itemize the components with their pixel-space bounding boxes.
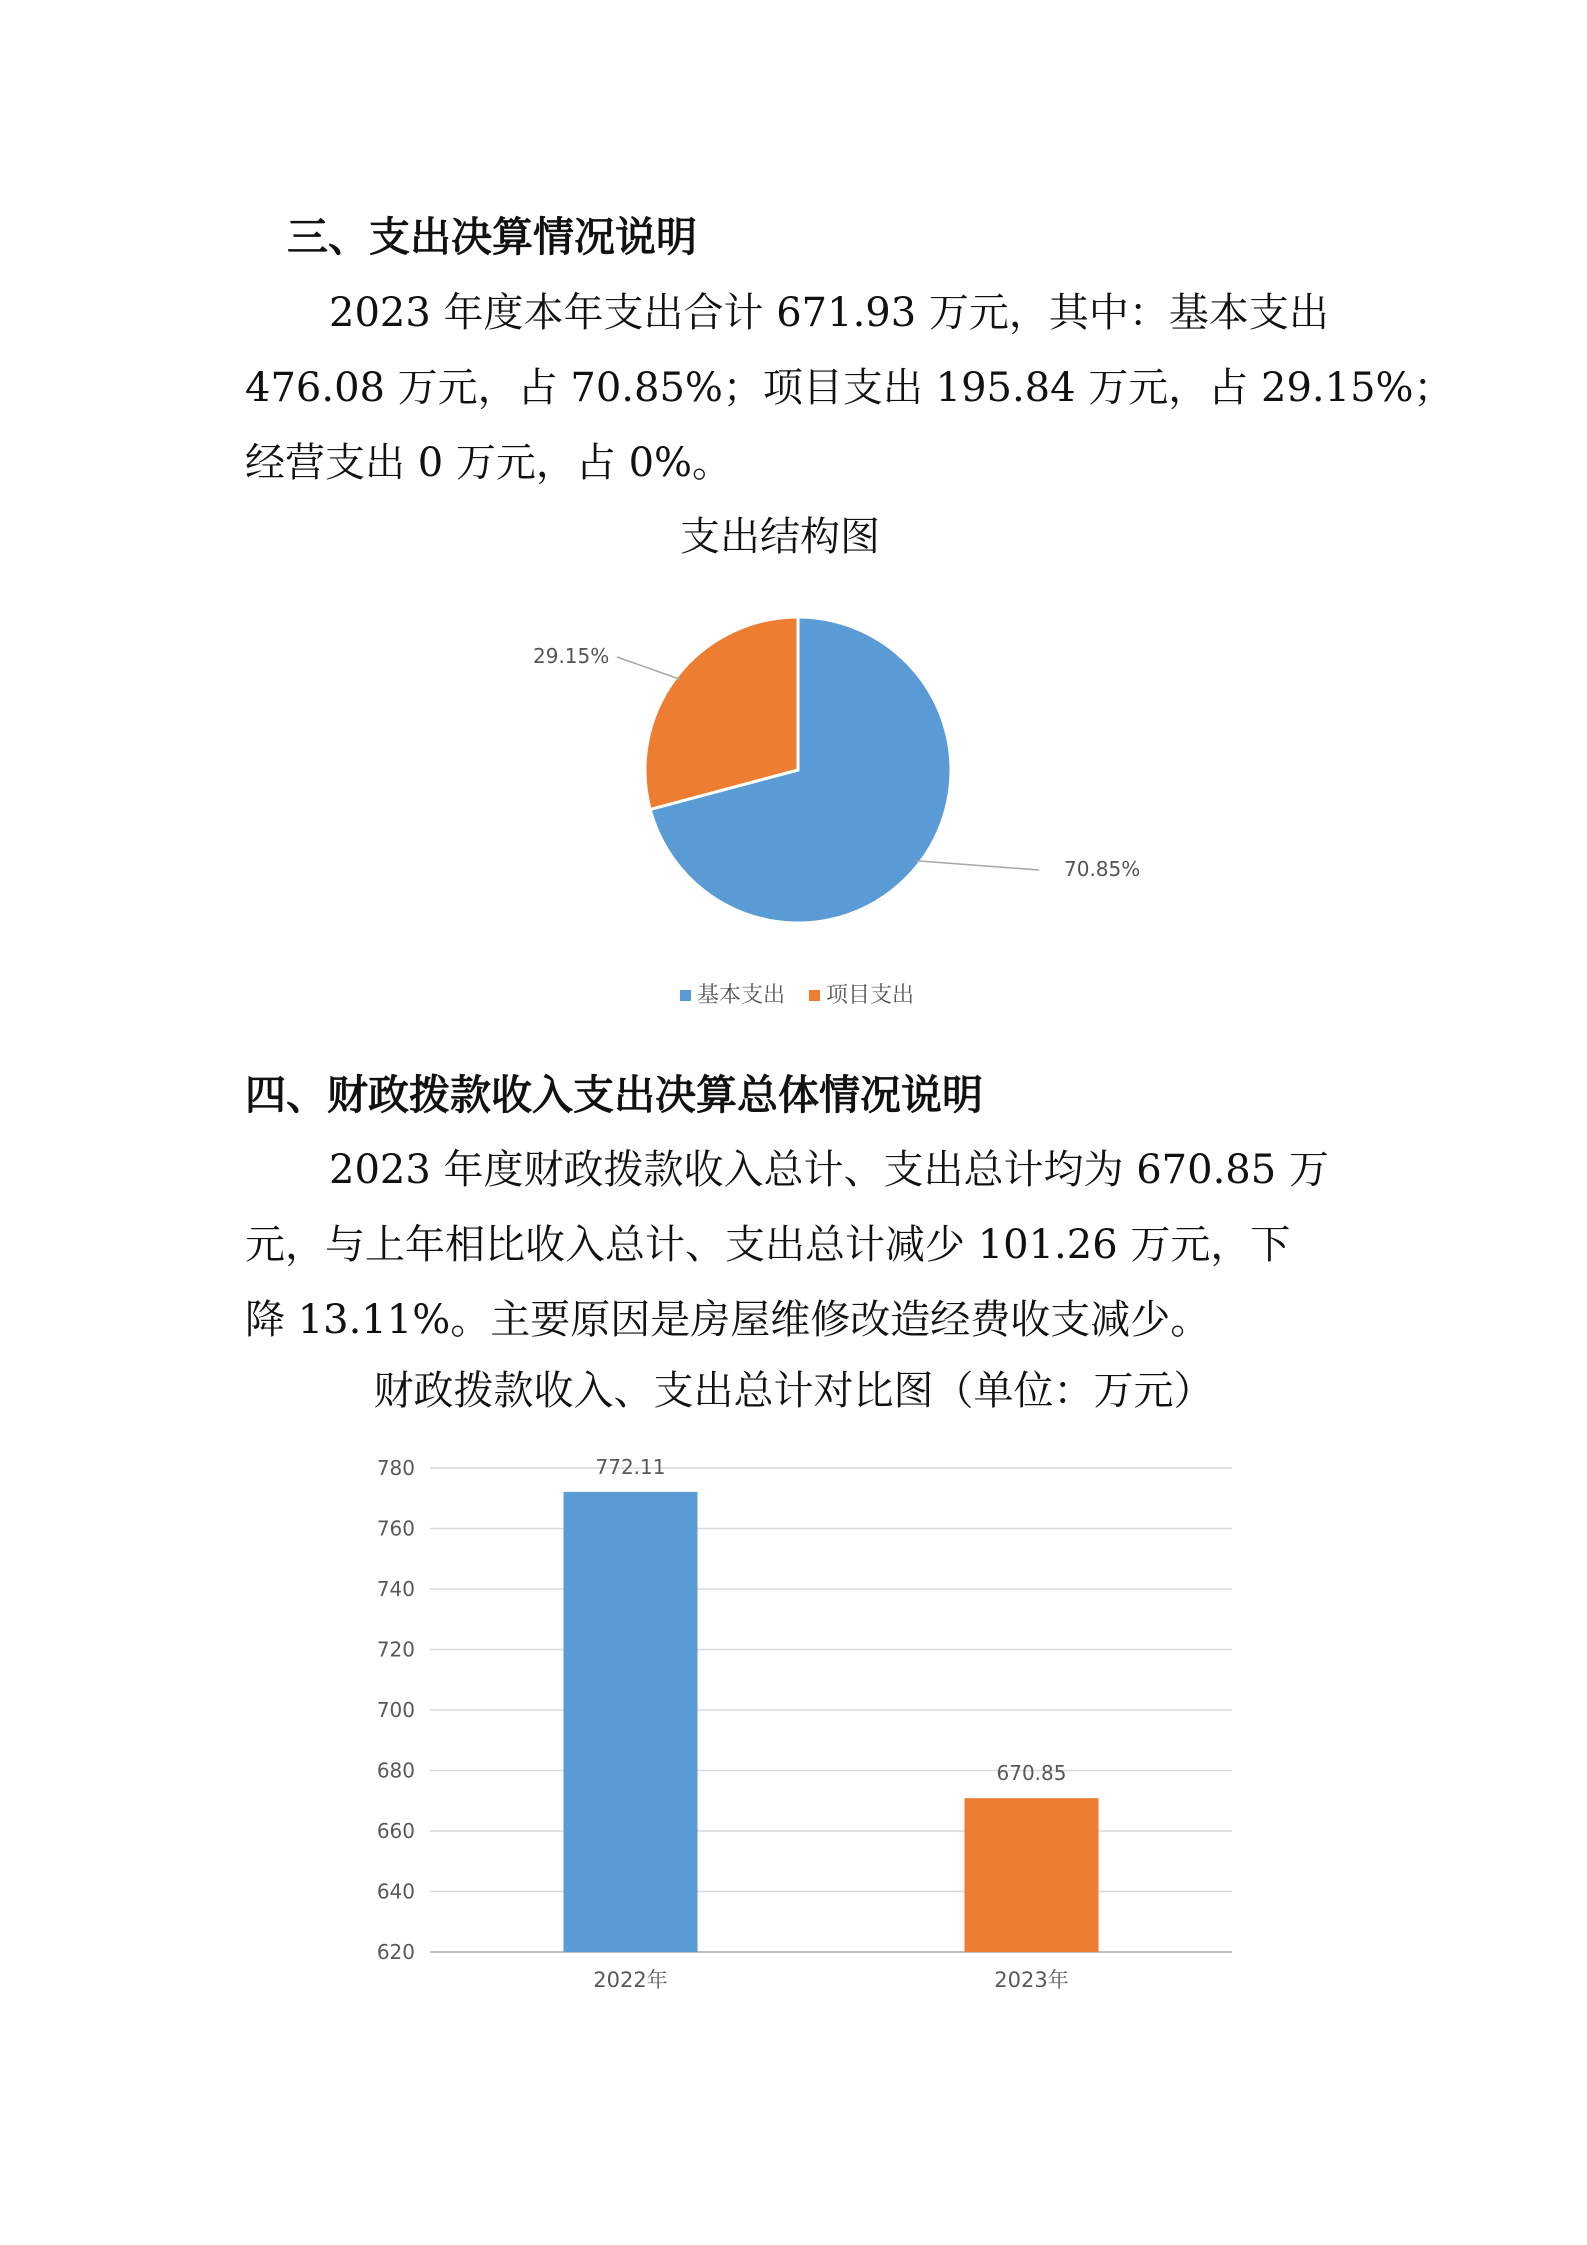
pie-label-project: 29.15% [533,644,610,668]
paragraph-line: 元，与上年相比收入总计、支出总计减少 101.26 万元，下 [245,1222,1291,1268]
bar-2023年 [965,1798,1099,1952]
y-tick-label: 760 [376,1516,415,1541]
legend-label-project: 项目支出 [826,983,915,1008]
bar-2022年 [564,1492,698,1952]
pie-chart [0,580,1587,1020]
bar-chart-title: 财政拨款收入、支出总计对比图（单位：万元） [373,1368,1214,1414]
y-tick-label: 740 [376,1577,415,1601]
y-tick-label: 620 [376,1940,415,1964]
legend-swatch-project [809,990,820,1001]
y-tick-label: 660 [376,1819,415,1843]
paragraph-line: 经营支出 0 万元，占 0%。 [245,440,733,486]
section3-heading: 三、支出决算情况说明 [287,213,697,261]
y-tick-label: 680 [376,1758,415,1783]
section4-heading: 四、财政拨款收入支出决算总体情况说明 [245,1071,983,1119]
section3-paragraph [245,276,1454,501]
y-tick-label: 780 [376,1456,415,1480]
bar-value-label: 670.85 [996,1761,1067,1786]
y-tick-label: 700 [376,1698,415,1722]
section4-paragraph [245,1133,1345,1358]
x-tick-label: 2023年 [994,1968,1069,1992]
legend-swatch-basic [680,990,691,1001]
y-tick-label: 640 [376,1879,415,1904]
paragraph-line: 476.08 万元，占 70.85%；项目支出 195.84 万元，占 29.15%； [245,365,1454,411]
legend-label-basic: 基本支出 [697,983,786,1008]
pie-leader-line [617,657,680,679]
pie-legend [680,983,914,1008]
x-tick-label: 2022年 [593,1968,668,1992]
paragraph-line: 2023 年度本年支出合计 671.93 万元，其中：基本支出 [329,290,1329,336]
pie-chart-title: 支出结构图 [680,514,880,560]
paragraph-line: 降 13.11%。主要原因是房屋维修改造经费收支减少。 [245,1297,1211,1343]
pie-leader-line [916,861,1039,870]
y-tick-label: 720 [376,1637,415,1662]
bar-value-label: 772.11 [595,1454,666,1479]
pie-label-basic: 70.85% [1064,857,1141,881]
paragraph-line: 2023 年度财政拨款收入总计、支出总计均为 670.85 万 [329,1147,1329,1193]
bar-chart [0,1430,1587,2020]
